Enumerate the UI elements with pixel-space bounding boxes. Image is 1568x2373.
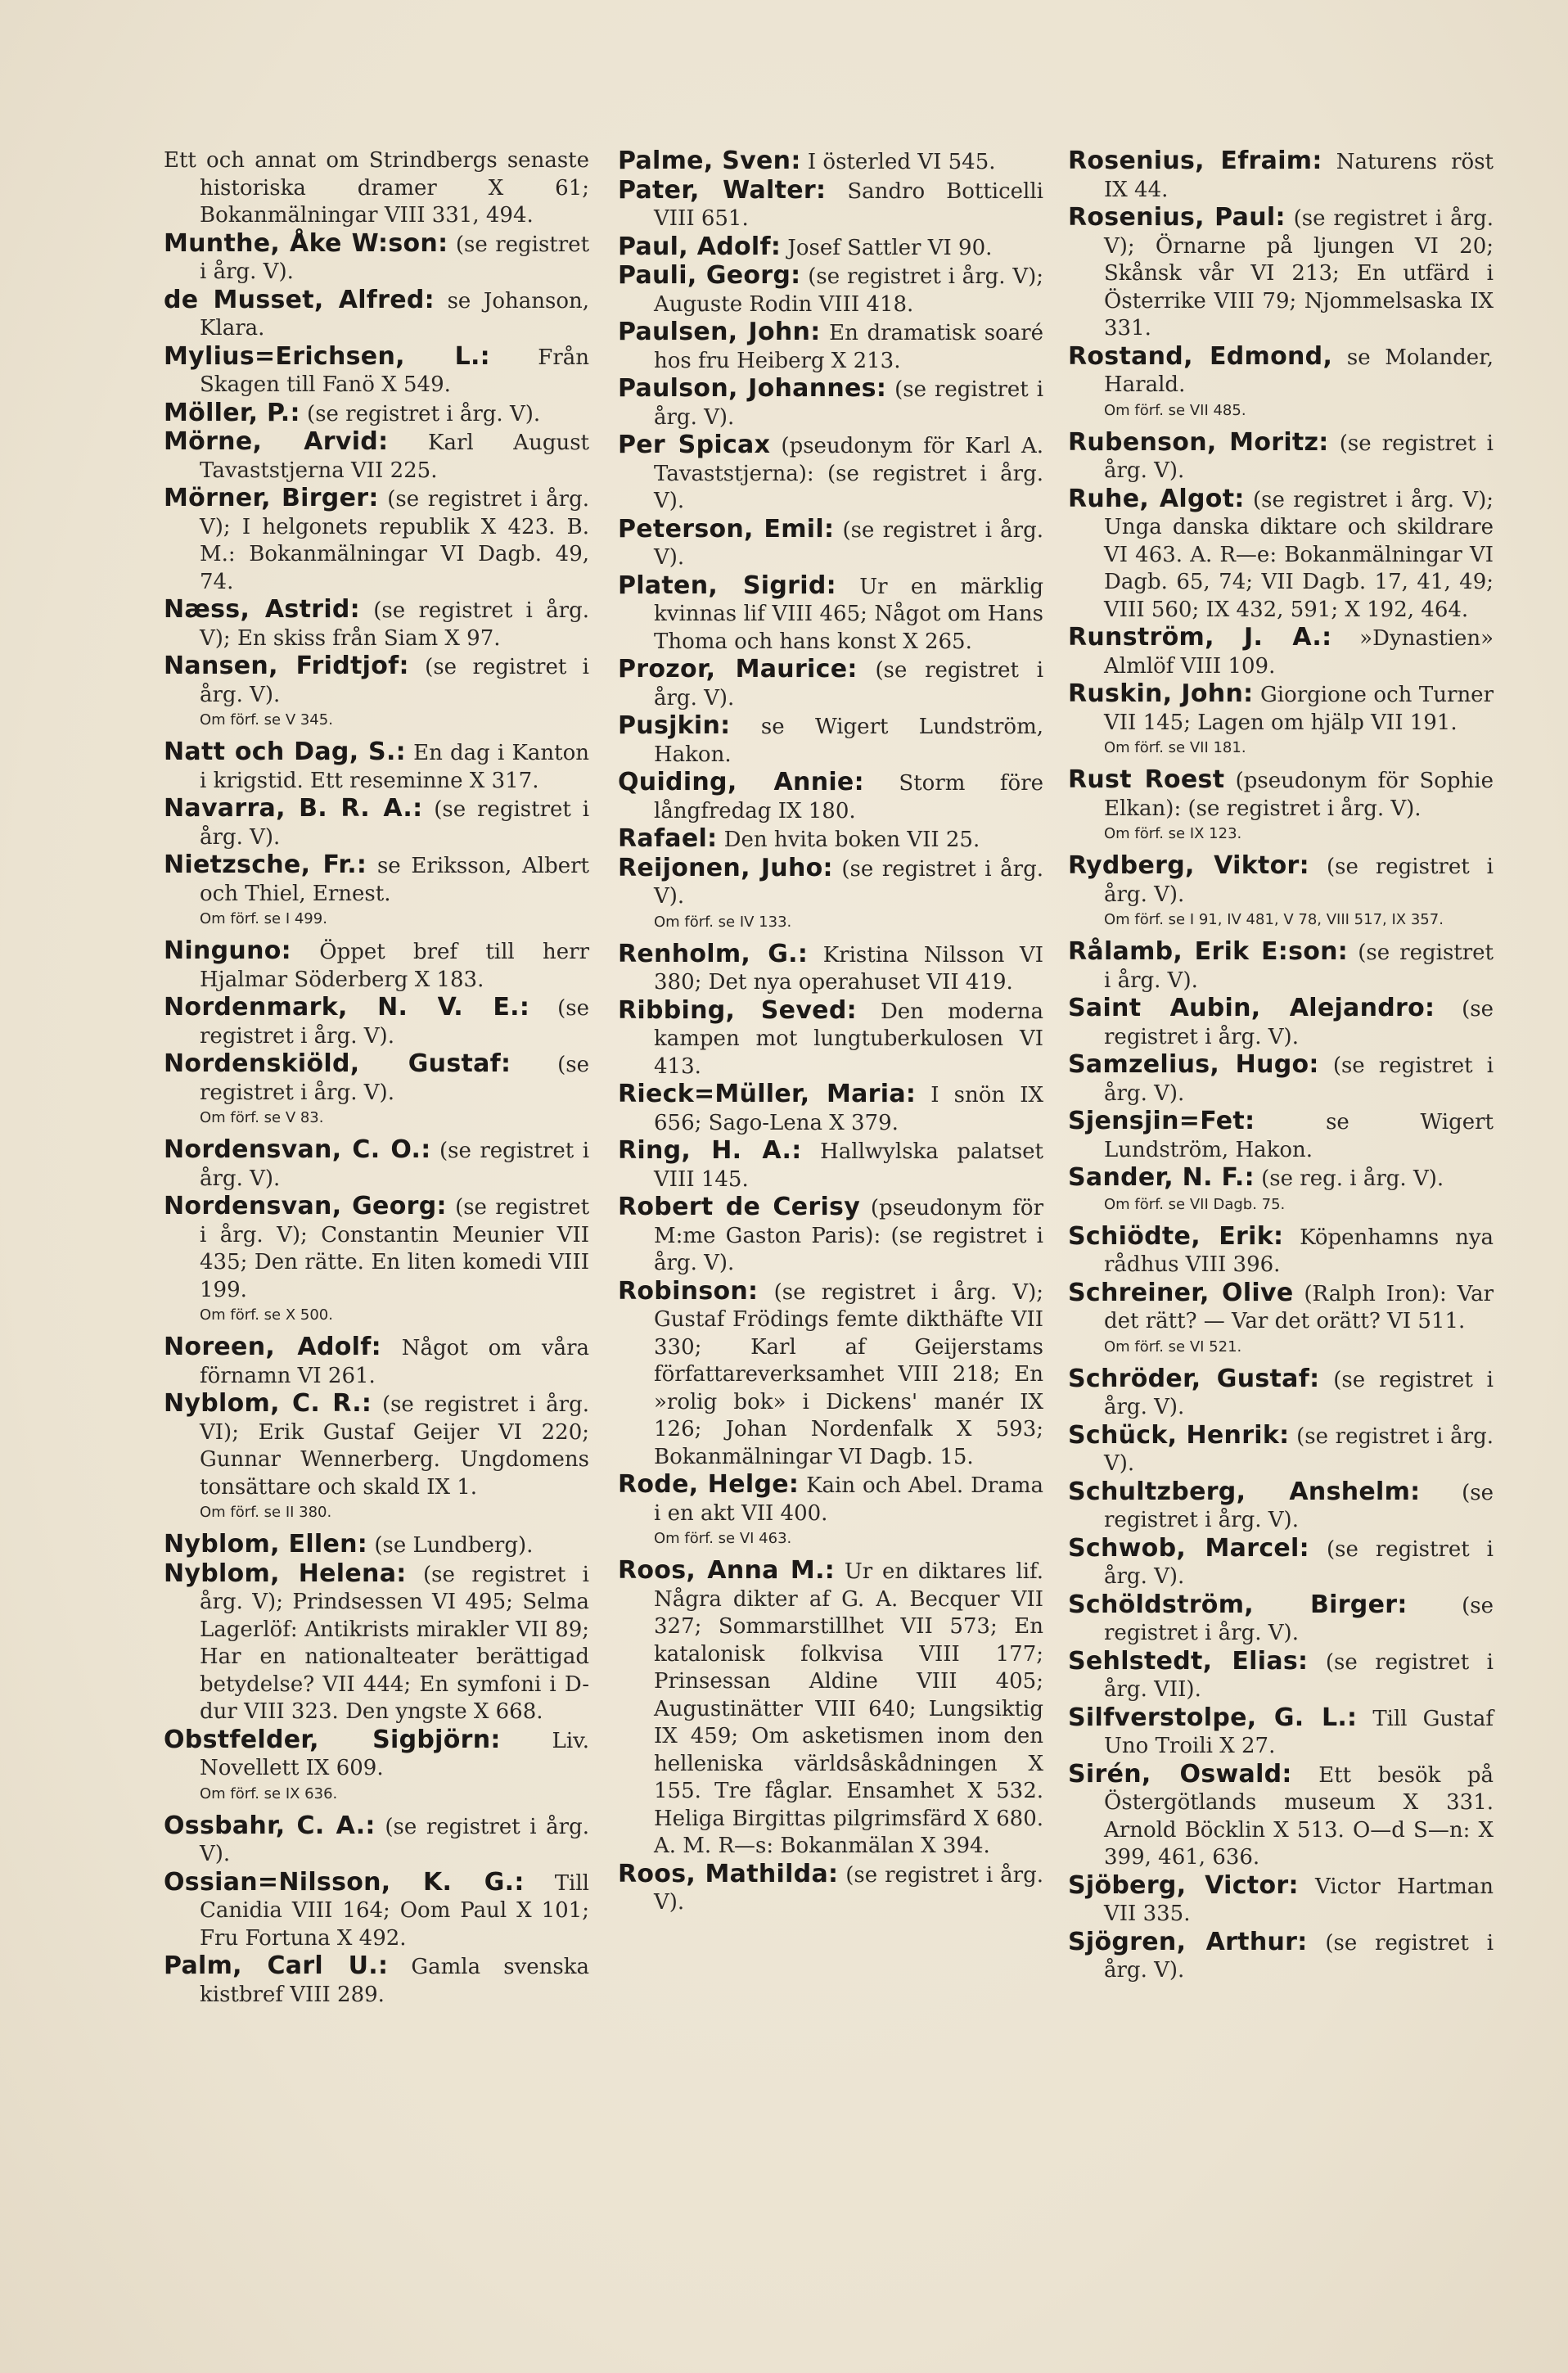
entry-author: Mylius=Erichsen, L.: bbox=[164, 341, 490, 371]
index-entry bbox=[1068, 1872, 1494, 1929]
index-entry bbox=[618, 147, 1043, 177]
index-entry bbox=[618, 1193, 1043, 1278]
index-entry bbox=[1068, 1164, 1494, 1193]
entry-author: Pusjkin: bbox=[618, 711, 731, 740]
entry-author: Nyblom, Helena: bbox=[164, 1559, 407, 1588]
index-entry bbox=[164, 1726, 589, 1783]
index-entry bbox=[164, 343, 589, 399]
author-reference: Om förf. se VI 521. bbox=[1104, 1338, 1242, 1356]
entry-author: Rydberg, Viktor: bbox=[1068, 851, 1309, 880]
entry-author: Ninguno: bbox=[164, 936, 291, 965]
index-entry bbox=[1068, 485, 1494, 625]
entry-works: (se registret i årg. V). bbox=[654, 658, 1044, 711]
entry-works: Ett och annat om Strindbergs senaste historiska dramer X 61; Bokanmälningar VIII 331, 494. bbox=[164, 148, 589, 228]
author-reference: Om förf. se VII 181. bbox=[1104, 739, 1246, 756]
entry-author: Ring, H. A.: bbox=[618, 1136, 802, 1165]
entry-author: Runström, J. A.: bbox=[1068, 623, 1332, 652]
entry-author: Schöldström, Birger: bbox=[1068, 1590, 1408, 1619]
entry-author: Ossbahr, C. A.: bbox=[164, 1811, 376, 1840]
author-reference: Om förf. se VI 463. bbox=[654, 1530, 792, 1547]
entry-author: Paulson, Johannes: bbox=[618, 374, 887, 403]
entry-works: En dramatisk soaré hos fru Heiberg X 213. bbox=[654, 321, 1044, 373]
entry-works: Karl August Tavaststjerna VII 225. bbox=[200, 431, 590, 483]
entry-author: Mörner, Birger: bbox=[164, 484, 379, 512]
entry-works: (se registret i årg. V); I helgonets republik X 423. B. M.: Bokanmälningar VI Dagb. 49, 74. bbox=[200, 487, 590, 594]
index-entry bbox=[1068, 1279, 1494, 1336]
index-entry bbox=[618, 825, 1043, 855]
author-reference: Om förf. se IX 636. bbox=[200, 1784, 338, 1802]
entry-works: Till Gustaf Uno Troili X 27. bbox=[1104, 1706, 1494, 1758]
index-entry bbox=[164, 1812, 589, 1869]
entry-works: En dag i Kanton i krigstid. Ett reseminne X 317. bbox=[200, 741, 589, 793]
entry-works: Victor Hartman VII 335. bbox=[1104, 1874, 1494, 1926]
index-entry bbox=[618, 233, 1043, 263]
entry-author: Silfverstolpe, G. L.: bbox=[1068, 1703, 1358, 1732]
entry-author: Nansen, Fridtjof: bbox=[164, 652, 409, 680]
entry-works: (se registret i årg. V). bbox=[654, 377, 1044, 430]
index-entry bbox=[164, 937, 589, 994]
entry-author: Schultzberg, Anshelm: bbox=[1068, 1477, 1421, 1506]
author-reference: Om förf. se II 380. bbox=[200, 1504, 332, 1521]
index-entry bbox=[164, 1136, 589, 1193]
entry-author: Mörne, Arvid: bbox=[164, 427, 389, 456]
entry-works: (Ralph Iron): Var det rätt? — Var det orätt? VI 511. bbox=[1104, 1281, 1494, 1333]
entry-works: (se registret i årg. VI); Erik Gustaf Geijer VI 220; Gunnar Wennerberg. Ungdomens tonsättare och skald IX 1. bbox=[200, 1392, 590, 1500]
entry-author: Samzelius, Hugo: bbox=[1068, 1050, 1319, 1079]
index-entry bbox=[618, 1080, 1043, 1137]
index-entry bbox=[618, 1137, 1043, 1193]
entry-author: Nordensvan, Georg: bbox=[164, 1192, 447, 1220]
entry-author: Möller, P.: bbox=[164, 398, 300, 427]
entry-works: (se registret i årg. V). bbox=[1104, 941, 1494, 993]
entry-works: Köpenhamns nya rådhus VIII 396. bbox=[1104, 1225, 1494, 1277]
index-entry bbox=[618, 1471, 1043, 1527]
index-entry bbox=[618, 941, 1043, 997]
entry-author: Palm, Carl U.: bbox=[164, 1951, 389, 1980]
entry-author: Robinson: bbox=[618, 1276, 759, 1306]
entry-works: Ur en diktares lif. Några dikter af G. A. Becquer VII 327; Sommarstillhet VII 573; En katalonisk folkvisa VIII 177; Prinsessan Aldine VIII 405; Augustinätter VIII 640; Lungsiktig IX 459; Om asketismen inom den helleniska världsåskådningen X 155. Tre fåglar. Ensamhet X 532. Heliga Birgittas pilgrimsfärd X 680. A. M. R—s: Bokanmälan X 394. bbox=[654, 1559, 1043, 1858]
entry-works: (se registret i årg. V); Prindsessen VI 495; Selma Lagerlöf: Antikrists mirakler VII 89; Har en nationalteater berättigad betydelse? VII 444; En symfoni i D-dur VIII 323. Den yngste X 668. bbox=[200, 1562, 589, 1724]
entry-works: Liv. Novellett IX 609. bbox=[200, 1728, 589, 1780]
entry-author: Pater, Walter: bbox=[618, 175, 827, 205]
entry-author: Platen, Sigrid: bbox=[618, 571, 836, 600]
entry-works: (se registret i årg. V). bbox=[654, 517, 1043, 570]
index-entry bbox=[164, 1050, 589, 1107]
entry-author: Rubenson, Moritz: bbox=[1068, 427, 1329, 457]
index-entry bbox=[164, 1560, 589, 1726]
entry-works: Från Skagen till Fanö X 549. bbox=[200, 345, 589, 397]
entry-author: Munthe, Åke W:son: bbox=[164, 228, 448, 258]
entry-works: Gamla svenska kistbref VIII 289. bbox=[200, 1955, 589, 2007]
entry-author: Paulsen, John: bbox=[618, 318, 821, 346]
entry-author: Ruhe, Algot: bbox=[1068, 484, 1245, 513]
index-entry bbox=[1068, 852, 1494, 909]
entry-author: Natt och Dag, S.: bbox=[164, 738, 406, 766]
index-entry bbox=[618, 431, 1043, 516]
entry-works: Ur en märklig kvinnas lif VIII 465; Något om Hans Thoma och hans konst X 265. bbox=[654, 574, 1043, 654]
entry-author: Schwob, Marcel: bbox=[1068, 1533, 1309, 1563]
entry-author: Reijonen, Juho: bbox=[618, 853, 833, 882]
entry-works: (se registret i årg. V). bbox=[200, 1053, 589, 1105]
entry-works: Den hvita boken VII 25. bbox=[723, 828, 980, 852]
entry-works: I österled VI 545. bbox=[807, 150, 996, 174]
index-entry bbox=[618, 318, 1043, 375]
entry-works: Josef Sattler VI 90. bbox=[787, 235, 993, 260]
entry-author: Nordenskiöld, Gustaf: bbox=[164, 1049, 511, 1078]
entry-works: Den moderna kampen mot lungtuberkulosen VI 413. bbox=[654, 999, 1043, 1079]
entry-works: (se registret i årg. V); Constantin Meunier VII 435; Den rätte. En liten komedi VIII 199. bbox=[200, 1195, 590, 1302]
entry-works: se Johanson, Klara. bbox=[200, 288, 589, 341]
index-entry bbox=[618, 656, 1043, 712]
index-entry bbox=[1068, 204, 1494, 343]
entry-works: se Molander, Harald. bbox=[1104, 345, 1494, 397]
entry-works: (se registret i årg. V). bbox=[200, 1139, 590, 1191]
entry-works: (se registret i årg. V). bbox=[200, 996, 589, 1049]
index-entry bbox=[618, 1278, 1043, 1472]
entry-author: Roos, Mathilda: bbox=[618, 1859, 839, 1888]
entry-author: Sjöberg, Victor: bbox=[1068, 1870, 1299, 1900]
entry-works: Öppet bref till herr Hjalmar Söderberg X 183. bbox=[200, 940, 590, 992]
entry-author: Noreen, Adolf: bbox=[164, 1333, 381, 1361]
entry-author: Sirén, Oswald: bbox=[1068, 1759, 1292, 1789]
index-entry bbox=[1068, 938, 1494, 995]
entry-works: (se registret i årg. V). bbox=[307, 401, 541, 426]
entry-works: (se registret i årg. V). bbox=[1104, 1480, 1494, 1532]
index-entry bbox=[164, 652, 589, 709]
index-entry bbox=[1068, 1648, 1494, 1704]
entry-works: (se registret i årg. V). bbox=[200, 797, 590, 850]
entry-works: (se registret i årg. V); Auguste Rodin VIII 418. bbox=[654, 264, 1043, 317]
entry-author: Per Spicax bbox=[618, 431, 771, 459]
entry-works: (se reg. i årg. V). bbox=[1261, 1166, 1444, 1191]
entry-author: Robert de Cerisy bbox=[618, 1193, 861, 1221]
entry-works: (se registret i årg. V). bbox=[654, 1862, 1043, 1915]
index-entry bbox=[618, 1557, 1043, 1861]
column-1 bbox=[164, 147, 589, 2009]
entry-works: »Dynastien» Almlöf VIII 109. bbox=[1104, 626, 1494, 679]
index-entry bbox=[1068, 1422, 1494, 1478]
column-2 bbox=[618, 147, 1043, 1917]
entry-author: Rode, Helge: bbox=[618, 1470, 800, 1499]
index-entry bbox=[164, 399, 589, 429]
index-entry bbox=[618, 997, 1043, 1081]
entry-author: Pauli, Georg: bbox=[618, 261, 801, 290]
index-entry bbox=[1068, 429, 1494, 485]
index-entry bbox=[1068, 766, 1494, 823]
index-entry bbox=[164, 1869, 589, 1953]
entry-works: (se Lundberg). bbox=[374, 1533, 534, 1558]
entry-author: Prozor, Maurice: bbox=[618, 655, 858, 683]
column-3 bbox=[1068, 147, 1494, 1985]
index-entry bbox=[618, 375, 1043, 431]
entry-works: (se registret i årg. V). bbox=[1104, 431, 1494, 483]
index-entry bbox=[164, 738, 589, 795]
index-entry bbox=[164, 851, 589, 908]
index-entry bbox=[1068, 680, 1494, 737]
index-entry bbox=[1068, 1591, 1494, 1648]
entry-author: Nyblom, C. R.: bbox=[164, 1389, 372, 1418]
entry-author: Rafael: bbox=[618, 824, 718, 853]
entry-works: Till Canidia VIII 164; Oom Paul X 101; Fru Fortuna X 492. bbox=[200, 1870, 589, 1951]
entry-author: de Musset, Alfred: bbox=[164, 285, 435, 314]
entry-works: Ett besök på Östergötlands museum X 331. Arnold Böcklin X 513. O—d S—n: X 399, 461, 636. bbox=[1104, 1762, 1494, 1870]
entry-author: Næss, Astrid: bbox=[164, 595, 360, 624]
index-entry bbox=[1068, 1704, 1494, 1761]
entry-author: Sjensjin=Fet: bbox=[1068, 1107, 1255, 1135]
index-entry bbox=[1068, 343, 1494, 399]
index-entry bbox=[1068, 1535, 1494, 1591]
entry-author: Saint Aubin, Alejandro: bbox=[1068, 994, 1435, 1022]
entry-author: Rosenius, Paul: bbox=[1068, 203, 1286, 232]
entry-author: Renholm, G.: bbox=[618, 939, 809, 968]
entry-works: I snön IX 656; Sago-Lena X 379. bbox=[654, 1083, 1044, 1135]
entry-author: Schiödte, Erik: bbox=[1068, 1221, 1284, 1251]
index-entry bbox=[1068, 147, 1494, 204]
index-entry bbox=[164, 1193, 589, 1304]
index-entry bbox=[1068, 624, 1494, 680]
entry-works: (se registret i årg. V); Gustaf Frödings femte dikthäfte VII 330; Karl af Geijerstams författareverksamhet VIII 218; En »rolig bok» i Dickens' manér IX 126; Johan Nordenfalk X 593; Bokanmälningar VI Dagb. 15. bbox=[654, 1279, 1044, 1469]
entry-author: Quiding, Annie: bbox=[618, 768, 864, 796]
entry-author: Schreiner, Olive bbox=[1068, 1278, 1294, 1307]
entry-author: Sander, N. F.: bbox=[1068, 1163, 1255, 1192]
entry-works: (se registret i årg. V); Örnarne på ljungen VI 20; Skånsk vår VI 213; En utfärd i Österrike VIII 79; Njommelsaska IX 331. bbox=[1104, 206, 1494, 341]
author-reference: Om förf. se V 83. bbox=[200, 1109, 324, 1126]
index-entry bbox=[164, 147, 589, 230]
entry-author: Rust Roest bbox=[1068, 765, 1225, 794]
entry-works: se Wigert Lundström, Hakon. bbox=[654, 715, 1043, 767]
entry-works: (pseudonym för Sophie Elkan): (se registret i årg. V). bbox=[1104, 769, 1494, 821]
entry-author: Roos, Anna M.: bbox=[618, 1556, 836, 1585]
entry-author: Navarra, B. R. A.: bbox=[164, 794, 423, 823]
entry-author: Rostand, Edmond, bbox=[1068, 341, 1333, 371]
author-reference: Om förf. se I 499. bbox=[200, 910, 327, 927]
index-entry bbox=[1068, 1761, 1494, 1872]
entry-works: Hallwylska palatset VIII 145. bbox=[654, 1139, 1043, 1192]
author-reference: Om förf. se VII 485. bbox=[1104, 401, 1246, 419]
entry-author: Peterson, Emil: bbox=[618, 514, 835, 544]
entry-author: Rålamb, Erik E:son: bbox=[1068, 937, 1349, 966]
entry-works: se Wigert Lundström, Hakon. bbox=[1104, 1110, 1494, 1162]
entry-works: (se registret i årg. V). bbox=[200, 232, 590, 284]
entry-author: Paul, Adolf: bbox=[618, 232, 782, 261]
index-entry bbox=[164, 286, 589, 343]
entry-works: Naturens röst IX 44. bbox=[1104, 150, 1494, 202]
entry-author: Nyblom, Ellen: bbox=[164, 1530, 368, 1559]
entry-works: (se registret i årg. V). bbox=[1104, 1053, 1494, 1106]
entry-author: Nordenmark, N. V. E.: bbox=[164, 993, 530, 1022]
entry-author: Ruskin, John: bbox=[1068, 679, 1254, 708]
entry-works: (se registret i årg. V). bbox=[1104, 1423, 1494, 1476]
index-entry bbox=[618, 712, 1043, 769]
entry-works: (se registret i årg. VII). bbox=[1104, 1649, 1494, 1702]
author-reference: Om förf. se I 91, IV 481, V 78, VIII 517, IX 357. bbox=[1104, 911, 1444, 928]
entry-works: Kristina Nilsson VI 380; Det nya operahuset VII 419. bbox=[654, 942, 1044, 995]
entry-works: Storm före långfredag IX 180. bbox=[654, 771, 1044, 823]
entry-author: Rieck=Müller, Maria: bbox=[618, 1080, 917, 1108]
index-entry bbox=[164, 1531, 589, 1560]
index-entry bbox=[164, 596, 589, 652]
index-entry bbox=[164, 428, 589, 485]
entry-works: (se registret i årg. V). bbox=[1104, 1536, 1494, 1589]
index-entry bbox=[618, 262, 1043, 318]
author-reference: Om förf. se X 500. bbox=[200, 1306, 333, 1324]
entry-works: (se registret i årg. V). bbox=[200, 655, 589, 707]
entry-author: Schröder, Gustaf: bbox=[1068, 1364, 1320, 1393]
index-entry bbox=[618, 1861, 1043, 1917]
entry-author: Sjögren, Arthur: bbox=[1068, 1927, 1308, 1956]
index-entry bbox=[618, 769, 1043, 825]
entry-works: (se registret i årg. V). bbox=[1104, 1930, 1494, 1983]
index-entry bbox=[1068, 1478, 1494, 1535]
entry-author: Nietzsche, Fr.: bbox=[164, 850, 367, 879]
author-reference: Om förf. se V 345. bbox=[200, 711, 333, 729]
entry-works: (se registret i årg. V). bbox=[1104, 1593, 1494, 1645]
entry-author: Ribbing, Seved: bbox=[618, 995, 857, 1025]
entry-author: Ossian=Nilsson, K. G.: bbox=[164, 1867, 525, 1897]
entry-author: Obstfelder, Sigbjörn: bbox=[164, 1725, 501, 1754]
entry-works: (se registret i årg. V); En skiss från Siam X 97. bbox=[200, 598, 589, 651]
index-entry bbox=[164, 1952, 589, 2009]
entry-works: (se registret i årg. V); Unga danska diktare och skildrare VI 463. A. R—e: Bokanmälningar VI Dagb. 65, 74; VII Dagb. 17, 41, 49; VIII 560; IX 432, 591; X 192, 464. bbox=[1104, 487, 1494, 622]
entry-works: Sandro Botticelli VIII 651. bbox=[654, 178, 1044, 231]
author-reference: Om förf. se VII Dagb. 75. bbox=[1104, 1195, 1286, 1213]
index-entry bbox=[1068, 995, 1494, 1051]
entry-works: Kain och Abel. Drama i en akt VII 400. bbox=[654, 1473, 1044, 1526]
index-entry bbox=[618, 177, 1043, 233]
index-entry bbox=[618, 572, 1043, 656]
entry-author: Palme, Sven: bbox=[618, 147, 801, 175]
index-entry bbox=[618, 516, 1043, 572]
index-entry bbox=[164, 1333, 589, 1390]
index-entry bbox=[1068, 1051, 1494, 1108]
entry-author: Nordensvan, C. O.: bbox=[164, 1135, 431, 1164]
index-entry bbox=[1068, 1223, 1494, 1279]
index-entry bbox=[1068, 1108, 1494, 1164]
index-entry bbox=[164, 795, 589, 851]
entry-works: Något om våra förnamn VI 261. bbox=[200, 1336, 589, 1388]
author-reference: Om förf. se IV 133. bbox=[654, 913, 792, 931]
index-entry bbox=[164, 485, 589, 596]
index-entry bbox=[1068, 1365, 1494, 1422]
entry-works: (se registret i årg. V). bbox=[1104, 855, 1494, 907]
index-entry bbox=[618, 855, 1043, 911]
entry-author: Schück, Henrik: bbox=[1068, 1420, 1290, 1450]
entry-author: Rosenius, Efraim: bbox=[1068, 147, 1322, 175]
entry-works: Giorgione och Turner VII 145; Lagen om hjälp VII 191. bbox=[1104, 683, 1494, 735]
entry-works: (se registret i årg. V). bbox=[1104, 1367, 1494, 1419]
index-entry bbox=[1068, 1929, 1494, 1985]
entry-works: (se registret i årg. V). bbox=[654, 856, 1043, 909]
entry-works: (se registret i årg. V). bbox=[200, 1814, 590, 1866]
entry-works: (se registret i årg. V). bbox=[1104, 997, 1494, 1049]
index-entry bbox=[164, 1390, 589, 1501]
entry-works: (pseudonym för M:me Gaston Paris): (se registret i årg. V). bbox=[654, 1196, 1044, 1275]
entry-works: se Eriksson, Albert och Thiel, Ernest. bbox=[200, 854, 589, 906]
author-reference: Om förf. se IX 123. bbox=[1104, 825, 1242, 842]
entry-works: (pseudonym för Karl A. Tavaststjerna): (se registret i årg. V). bbox=[654, 434, 1044, 513]
index-entry bbox=[164, 230, 589, 286]
entry-author: Sehlstedt, Elias: bbox=[1068, 1646, 1309, 1676]
index-entry bbox=[164, 994, 589, 1050]
